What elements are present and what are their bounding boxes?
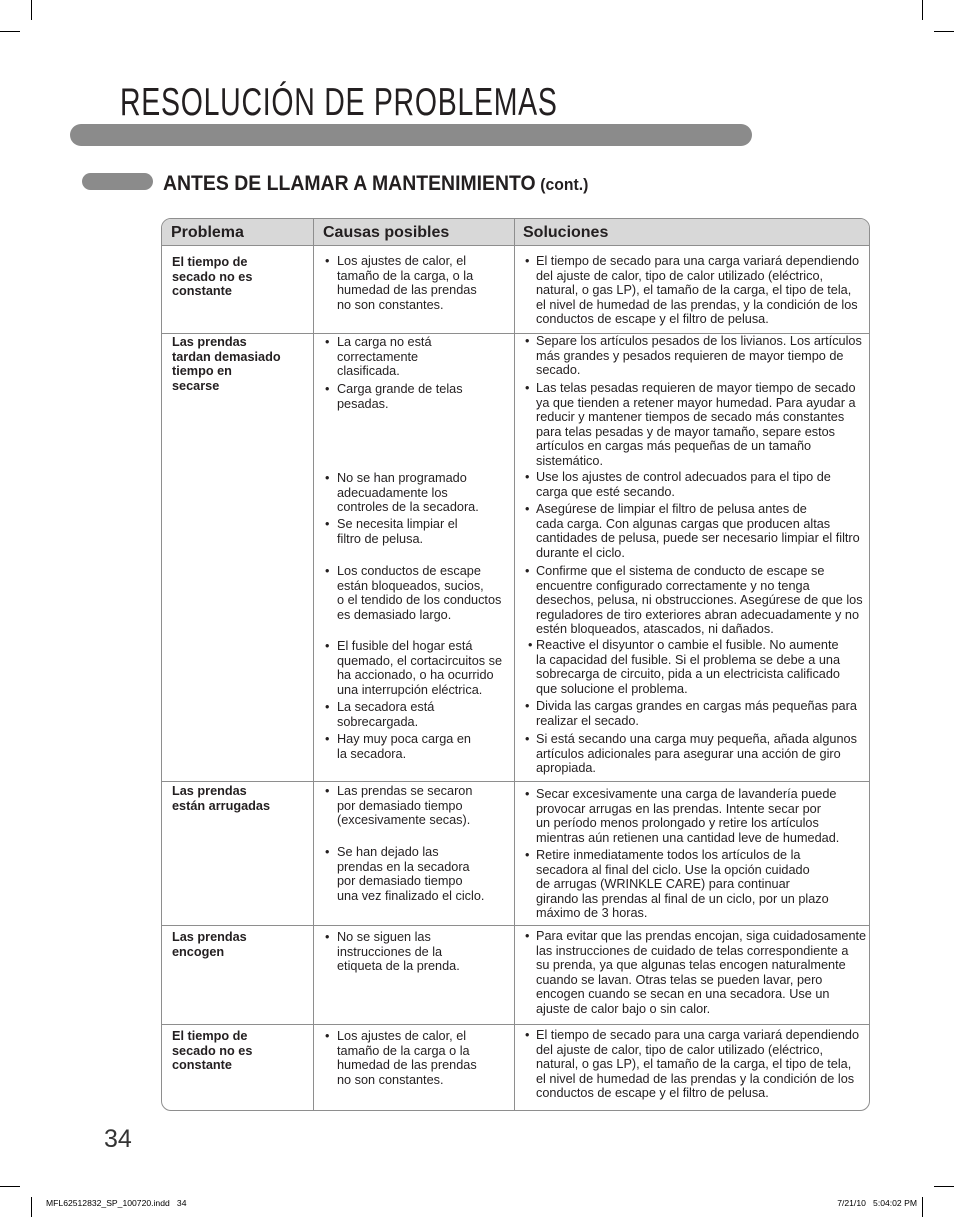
solution-item: • Si está secando una carga muy pequeña, añada algunos artículos adicionales para asegurar una acción de giro apropiada. bbox=[536, 732, 857, 776]
cause-item: • Carga grande de telas pesadas. bbox=[337, 382, 463, 411]
header-problem: Problema bbox=[171, 224, 244, 241]
footer-file-name: MFL62512832_SP_100720.indd 34 bbox=[46, 1198, 187, 1208]
crop-mark-bottom-left-horizontal bbox=[0, 1186, 20, 1187]
crop-mark-top-right-horizontal bbox=[934, 31, 954, 32]
problem-text: El tiempo de secado no es constante bbox=[172, 1029, 253, 1072]
crop-mark-bottom-left-vertical bbox=[31, 1197, 32, 1217]
cause-item: • La secadora está sobrecargada. bbox=[337, 700, 434, 729]
solution-item: • Las telas pesadas requieren de mayor tiempo de secado ya que tienden a retener mayor humedad. Para ayudar a reducir y mantener tiempos de secado más constantes para telas pesadas y de mayor tamaño, separe estos artículos en cargas más pequeñas de un tamaño sistemático. bbox=[536, 381, 856, 468]
solution-item: • Retire inmediatamente todos los artículos de la secadora al final del ciclo. Use la opción cuidado de arrugas (WRINKLE CARE) para continuar girando las prendas al final de un ciclo, por un plazo máximo de 3 horas. bbox=[536, 848, 829, 921]
crop-mark-top-left-vertical bbox=[31, 0, 32, 20]
crop-mark-top-right-vertical bbox=[922, 0, 923, 20]
column-divider bbox=[514, 219, 515, 1110]
solution-item: • Use los ajustes de control adecuados para el tipo de carga que esté secando. bbox=[536, 470, 831, 499]
header-causes: Causas posibles bbox=[323, 224, 450, 241]
crop-mark-top-left-horizontal bbox=[0, 31, 20, 32]
cause-item: • La carga no está correctamente clasificada. bbox=[337, 335, 432, 379]
problem-text: Las prendas encogen bbox=[172, 930, 247, 959]
cause-item: • Los conductos de escape están bloqueados, sucios, o el tendido de los conductos es demasiado largo. bbox=[337, 564, 501, 622]
solution-item: • Secar excesivamente una carga de lavandería puede provocar arrugas en las prendas. Intente secar por un período menos prolongado y retire los artículos mientras aún retienen una cantidad leve de humedad. bbox=[536, 787, 839, 845]
title-bar bbox=[70, 124, 752, 146]
cause-item: • Los ajustes de calor, el tamaño de la carga, o la humedad de las prendas no son constantes. bbox=[337, 254, 477, 312]
row-divider bbox=[162, 1024, 869, 1025]
page-title: RESOLUCIÓN DE PROBLEMAS bbox=[120, 81, 558, 124]
row-divider bbox=[162, 245, 869, 246]
troubleshooting-table bbox=[161, 218, 870, 1111]
crop-mark-bottom-right-horizontal bbox=[934, 1186, 954, 1187]
section-heading-cont: (cont.) bbox=[540, 175, 589, 194]
problem-text: Las prendas tardan demasiado tiempo en secarse bbox=[172, 335, 281, 393]
cause-item: • Se necesita limpiar el filtro de pelusa. bbox=[337, 517, 458, 546]
page-number: 34 bbox=[104, 1125, 132, 1153]
header-solutions: Soluciones bbox=[523, 224, 609, 241]
table-header bbox=[162, 219, 869, 245]
solution-item: • El tiempo de secado para una carga variará dependiendo del ajuste de calor, tipo de calor utilizado (eléctrico, natural, o gas LP), el tamaño de la carga, el tipo de tela, el nivel de humedad de las prendas, y la condición de los conductos de escape y el filtro de pelusa. bbox=[536, 254, 859, 327]
cause-item: • No se siguen las instrucciones de la etiqueta de la prenda. bbox=[337, 930, 460, 974]
solution-item: • Asegúrese de limpiar el filtro de pelusa antes de cada carga. Con algunas cargas que producen altas cantidades de pelusa, puede ser necesario limpiar el filtro durante el ciclo. bbox=[536, 502, 860, 560]
footer-timestamp: 7/21/10 5:04:02 PM bbox=[837, 1198, 917, 1208]
solution-item: • Divida las cargas grandes en cargas más pequeñas para realizar el secado. bbox=[536, 699, 857, 728]
row-divider bbox=[162, 925, 869, 926]
crop-mark-bottom-right-vertical bbox=[922, 1197, 923, 1217]
cause-item: • Hay muy poca carga en la secadora. bbox=[337, 732, 471, 761]
cause-item: • Las prendas se secaron por demasiado tiempo (excesivamente secas). bbox=[337, 784, 472, 828]
solution-item: • Para evitar que las prendas encojan, siga cuidadosamente las instrucciones de cuidado de telas correspondiente a su prenda, ya que algunas telas encogen naturalmente cuando se lavan. Otras telas se pueden lavar, pero encogen cuando se secan en una secadora. Use un ajuste de calor bajo o sin calor. bbox=[536, 929, 866, 1016]
solution-item: • El tiempo de secado para una carga variará dependiendo del ajuste de calor, tipo de calor utilizado (eléctrico, natural, o gas LP), el tamaño de la carga, el tipo de tela, el nivel de humedad de las prendas y la condición de los conductos de escape y el filtro de pelusa. bbox=[536, 1028, 859, 1101]
column-divider bbox=[313, 219, 314, 1110]
cause-item: • Se han dejado las prendas en la secadora por demasiado tiempo una vez finalizado el ciclo. bbox=[337, 845, 484, 903]
solution-item: • Separe los artículos pesados de los livianos. Los artículos más grandes y pesados requieren de mayor tiempo de secado. bbox=[536, 334, 862, 378]
section-heading-text: ANTES DE LLAMAR A MANTENIMIENTO bbox=[163, 172, 536, 195]
row-divider bbox=[162, 781, 869, 782]
solution-item: • Reactive el disyuntor o cambie el fusible. No aumente la capacidad del fusible. Si el problema se debe a una sobrecarga de circuito, pida a un electricista calificado que solucione el problema. bbox=[536, 638, 840, 696]
cause-item: • Los ajustes de calor, el tamaño de la carga o la humedad de las prendas no son constantes. bbox=[337, 1029, 477, 1087]
solution-item: • Confirme que el sistema de conducto de escape se encuentre configurado correctamente y no tenga desechos, pelusa, ni obstrucciones. Asegúrese de que los reguladores de tiro exteriores abran adecuadamente y no estén bloqueados, atascados, ni dañados. bbox=[536, 564, 863, 637]
section-heading bbox=[163, 171, 588, 197]
problem-text: El tiempo de secado no es constante bbox=[172, 255, 253, 298]
cause-item: • No se han programado adecuadamente los controles de la secadora. bbox=[337, 471, 479, 515]
problem-text: Las prendas están arrugadas bbox=[172, 784, 271, 813]
cause-item: • El fusible del hogar está quemado, el cortacircuitos se ha accionado, o ha ocurrido una interrupción eléctrica. bbox=[337, 639, 502, 697]
section-pill bbox=[82, 173, 153, 190]
